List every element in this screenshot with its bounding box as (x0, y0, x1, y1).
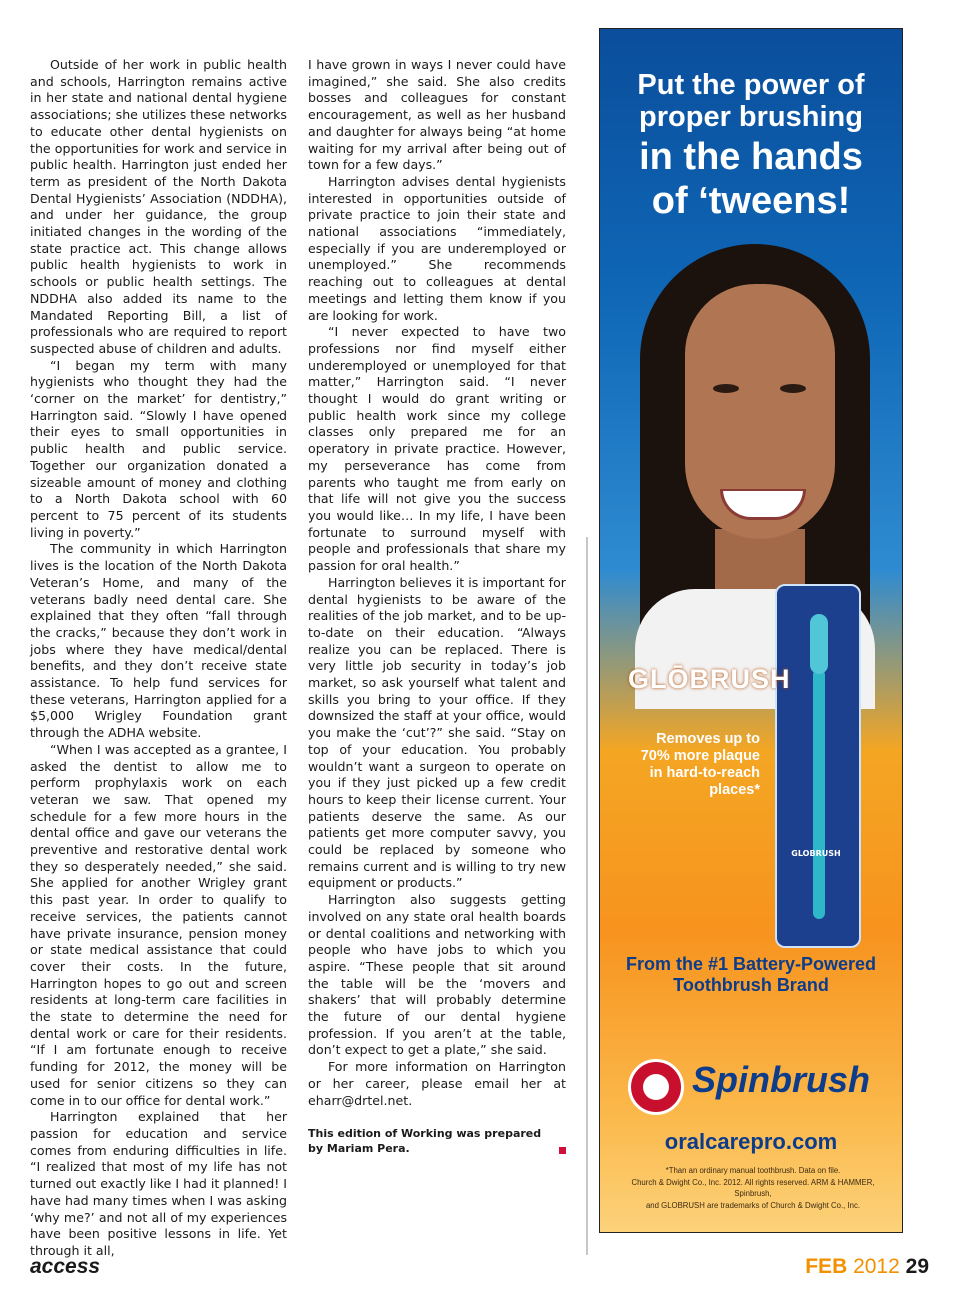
fine-print-line: Church & Dwight Co., Inc. 2012. All rights reserved. ARM & HAMMER, Spinbrush, (631, 1177, 875, 1198)
ad-url: oralcarepro.com (664, 1129, 838, 1154)
eye-icon (713, 384, 739, 393)
issue-year: 2012 (853, 1255, 900, 1278)
paragraph: Harrington advises dental hygienists interested in opportunities outside of private practice to join their state and national associations “immediately, especially if you are underemployed or unemployed.” She recommends reaching out to colleagues at dental meetings and letting them know if you are looking for work. (308, 173, 566, 323)
paragraph: “I began my term with many hygienists who thought they had the ‘corner on the market’ for dentistry,” Harrington said. “Slowly I have opened their eyes to small opportunities in public health and public service. Together our organization donated a sizeable amount of money and clothing to a North Dakota school with 60 percent to 75 percent of its students living in poverty.” (30, 357, 287, 540)
issue-month: FEB (805, 1255, 848, 1278)
paragraph: “I never expected to have two professions nor find myself either underemployed or unemployed for that matter,” Harrington said. “I never thought I would do grant writing or public health work since my college classes only prepared me for an operatory in private practice. However, my perseverance has come from parents who taught me from early on that life will not give you the success you would like… In my life, I have been fortunate to surround myself with people and professionals that share my passion for oral health.” (308, 324, 566, 574)
ad-claim: Removes up to 70% more plaque in hard-to-reach places* (640, 731, 760, 798)
arm-and-hammer-logo-icon (628, 1059, 684, 1115)
paragraph: Harrington believes it is important for dental hygienists to be aware of the realities of the job market, and to be up-to-date on their education. “Always realize you can be replaced. There is very little job security in today’s job market, so ask yourself what talent and skills you bring to your office. If they downsized the staff at your office, would you make the ‘cut’?” she said. “Stay on top of your education. You probably wouldn’t want a surgeon to operate on you if they just picked up a few credit hours to keep their license current. Your patients deserve the same. As our patients get more computer savvy, you could be replaced by someone who remains current and is willing to try new equipment or products.” (308, 574, 566, 891)
paragraph: The community in which Harrington lives is the location of the North Dakota Veteran’s Home, and many of the veterans badly need dental care. She explained that they often “fall through the cracks,” because they don’t work in jobs where they have medical/dental benefits, and they don’t receive state assistance. To help fund services for these veterans, Harrington applied for a $5,000 Wrigley Foundation grant through the ADHA website. (30, 541, 287, 741)
author-credit (308, 1126, 566, 1156)
ad-headline (600, 71, 902, 220)
ad-headline-line: in the hands (639, 136, 863, 178)
tagline-line: From the #1 Battery-Powered (625, 954, 877, 974)
paragraph: Harrington explained that her passion for education and service comes from enduring difficulties in life. “I realized that most of my life has not turned out exactly like I had it planned! I have had many times when I was asking ‘why me?’ and not all of my experiences have been positive lessons in life. Yet through it all, (30, 1109, 287, 1258)
paragraph: I have grown in ways I never could have imagined,” she said. She also credits bosses and colleagues for constant encouragement, as well as her husband and daughter for always being “at home waiting for my arrival after being out of town for a few days.” (308, 57, 566, 173)
spinbrush-logo: Spinbrush (692, 1059, 870, 1100)
paragraph: “When I was accepted as a grantee, I asked the dentist to allow me to perform prophylaxis work on each veteran we saw. That opened my schedule for a few more hours in the dental office and gave our veterans the preventive and restorative dental work they so desperately needed,” she said. She applied for another Wrigley grant this past year. In order to qualify to receive services, the patients cannot have private insurance, pension money or state medical assistance that could cover their costs. In the future, Harrington hopes to go out and screen residents at long-term care facilities in the state to determine the need for dental work or care for their residents. “If I am fortunate enough to receive funding for 2012, the money will be used for senior citizens so they can come in to our office for dental work.” (30, 741, 287, 1108)
fine-print-line: and GLOBRUSH are trademarks of Church & Dwight Co., Inc. (645, 1200, 861, 1210)
page-number: 29 (905, 1255, 929, 1278)
ad-fine-print (622, 1165, 884, 1211)
paragraph: Outside of her work in public health and schools, Harrington remains active in her state and national dental hygiene associations; she utilizes these networks to educate other dental hygienists on the opportunities for work and service in public health. Harrington just ended her term as president of the North Dakota Dental Hygienists’ Association (NDDHA), and under her guidance, the group initiated changes in the wording of the state practice act. This change allows public health hygienists to work in schools or public health settings. The NDDHA also added its name to the Mandated Reporting Bill, a list of professionals who are required to report suspected abuse of children and adults. (30, 57, 287, 356)
credit-text: This edition of Working was prepared by Mariam Pera. (308, 1127, 542, 1156)
fine-print-line: *Than an ordinary manual toothbrush. Data on file. (665, 1166, 841, 1175)
page-folio (805, 1255, 929, 1279)
ad-headline-line: of ‘tweens! (651, 180, 851, 222)
article-column-2 (308, 57, 566, 1156)
spinbrush-advertisement (599, 28, 903, 1233)
end-mark-icon (559, 1147, 566, 1154)
magazine-name: access (30, 1255, 101, 1278)
article-column-1 (30, 57, 287, 1260)
tagline-line: Toothbrush Brand (673, 975, 829, 995)
ad-headline-line: Put the power of (637, 69, 865, 101)
ad-headline-line: proper brushing (639, 101, 863, 133)
globrush-logo: GLŌBRUSH (628, 664, 791, 694)
eye-icon (780, 384, 806, 393)
paragraph: Harrington also suggests getting involved on any state oral health boards or dental coalitions and networking with people who have jobs to which you aspire. “These people that sit around the table will be the ‘movers and shakers’ that will probably determine the future of our dental hygiene profession. If you aren’t at the table, don’t expect to get a plate,” she said. (308, 892, 566, 1058)
column-divider (586, 537, 588, 1255)
paragraph: For more information on Harrington or her career, please email her at eharr@drtel.net. (308, 1059, 566, 1108)
package-label: GLOBRUSH (791, 849, 841, 858)
ad-tagline (600, 954, 902, 996)
toothbrush-head-icon (810, 614, 828, 674)
toothbrush-handle-icon (813, 669, 825, 919)
